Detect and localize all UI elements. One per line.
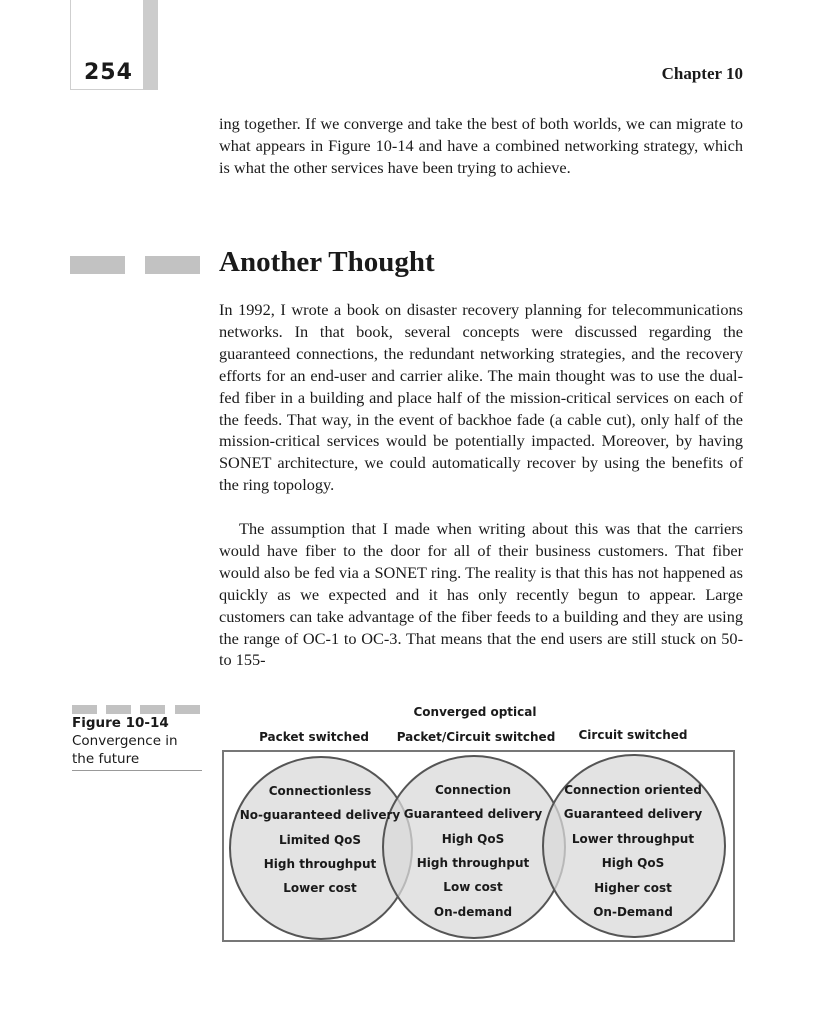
figure-number: Figure 10-14 — [72, 715, 169, 731]
left-item: High throughput — [263, 857, 377, 871]
figure-dash — [175, 705, 200, 714]
middle-item: Connection — [434, 783, 512, 797]
middle-item: Low cost — [443, 880, 503, 894]
heading-bar-left — [70, 256, 125, 274]
top-label: Converged optical — [413, 705, 537, 719]
right-item: Guaranteed delivery — [563, 807, 703, 821]
middle-item: High throughput — [416, 856, 530, 870]
right-item: On-Demand — [593, 905, 673, 919]
right-item: Lower throughput — [571, 832, 695, 846]
page-tab-bar — [143, 0, 158, 90]
figure-dash — [140, 705, 165, 714]
right-item: Higher cost — [594, 881, 672, 895]
paragraph: The assumption that I made when writing about this was that the carriers would have fiber to the door for all of their business customers. That fiber would also be fed via a SONET ring. The reality is that this has not happened as quickly as we expected and it has only recently begun to appear. Large customers can take advantage of the fiber feeds to a building and they are using the range of OC-1 to OC-3. That means that the end users are still stuck on 50- to 155- — [219, 519, 743, 670]
figure-dash — [72, 705, 97, 714]
middle-item: On-demand — [433, 905, 513, 919]
right-item: High QoS — [601, 856, 665, 870]
left-item: Limited QoS — [278, 833, 362, 847]
left-title: Packet switched — [259, 730, 369, 744]
left-item: Lower cost — [283, 881, 357, 895]
left-item: Connectionless — [268, 784, 372, 798]
section-title: Another Thought — [219, 246, 435, 278]
middle-title: Packet/Circuit switched — [396, 730, 556, 744]
paragraph: In 1992, I wrote a book on disaster recovery planning for telecommunications networks. In that book, several concepts were discussed regarding the guaranteed connections, the redundant networking strategies, and the recovery efforts for an end-user and carrier alike. The main thought was to use the dual-fed fiber in a building and place half of the mission-critical services on each of the feeds. That way, in the event of backhoe fade (a cable cut), only half of the mission-critical services would be potentially impacted. Moreover, by having SONET architecture, we could automatically recover by using the benefits of the ring topology. — [219, 300, 743, 495]
right-title: Circuit switched — [578, 728, 688, 742]
figure-label — [72, 714, 202, 771]
convergence-diagram — [210, 700, 750, 950]
middle-item: High QoS — [441, 832, 505, 846]
figure-dash — [106, 705, 131, 714]
right-item: Connection oriented — [564, 783, 702, 797]
chapter-header: Chapter 10 — [661, 64, 743, 83]
paragraph-continued: ing together. If we converge and take the best of both worlds, we can migrate to what appears in Figure 10-14 and have a combined networking strategy, which is what the other services have been trying to achieve. — [219, 114, 743, 177]
left-item: No-guaranteed delivery — [239, 808, 401, 822]
figure-caption: Convergence in the future — [72, 733, 178, 767]
heading-bar-right — [145, 256, 200, 274]
middle-item: Guaranteed delivery — [403, 807, 543, 821]
page-number: 254 — [84, 60, 133, 85]
